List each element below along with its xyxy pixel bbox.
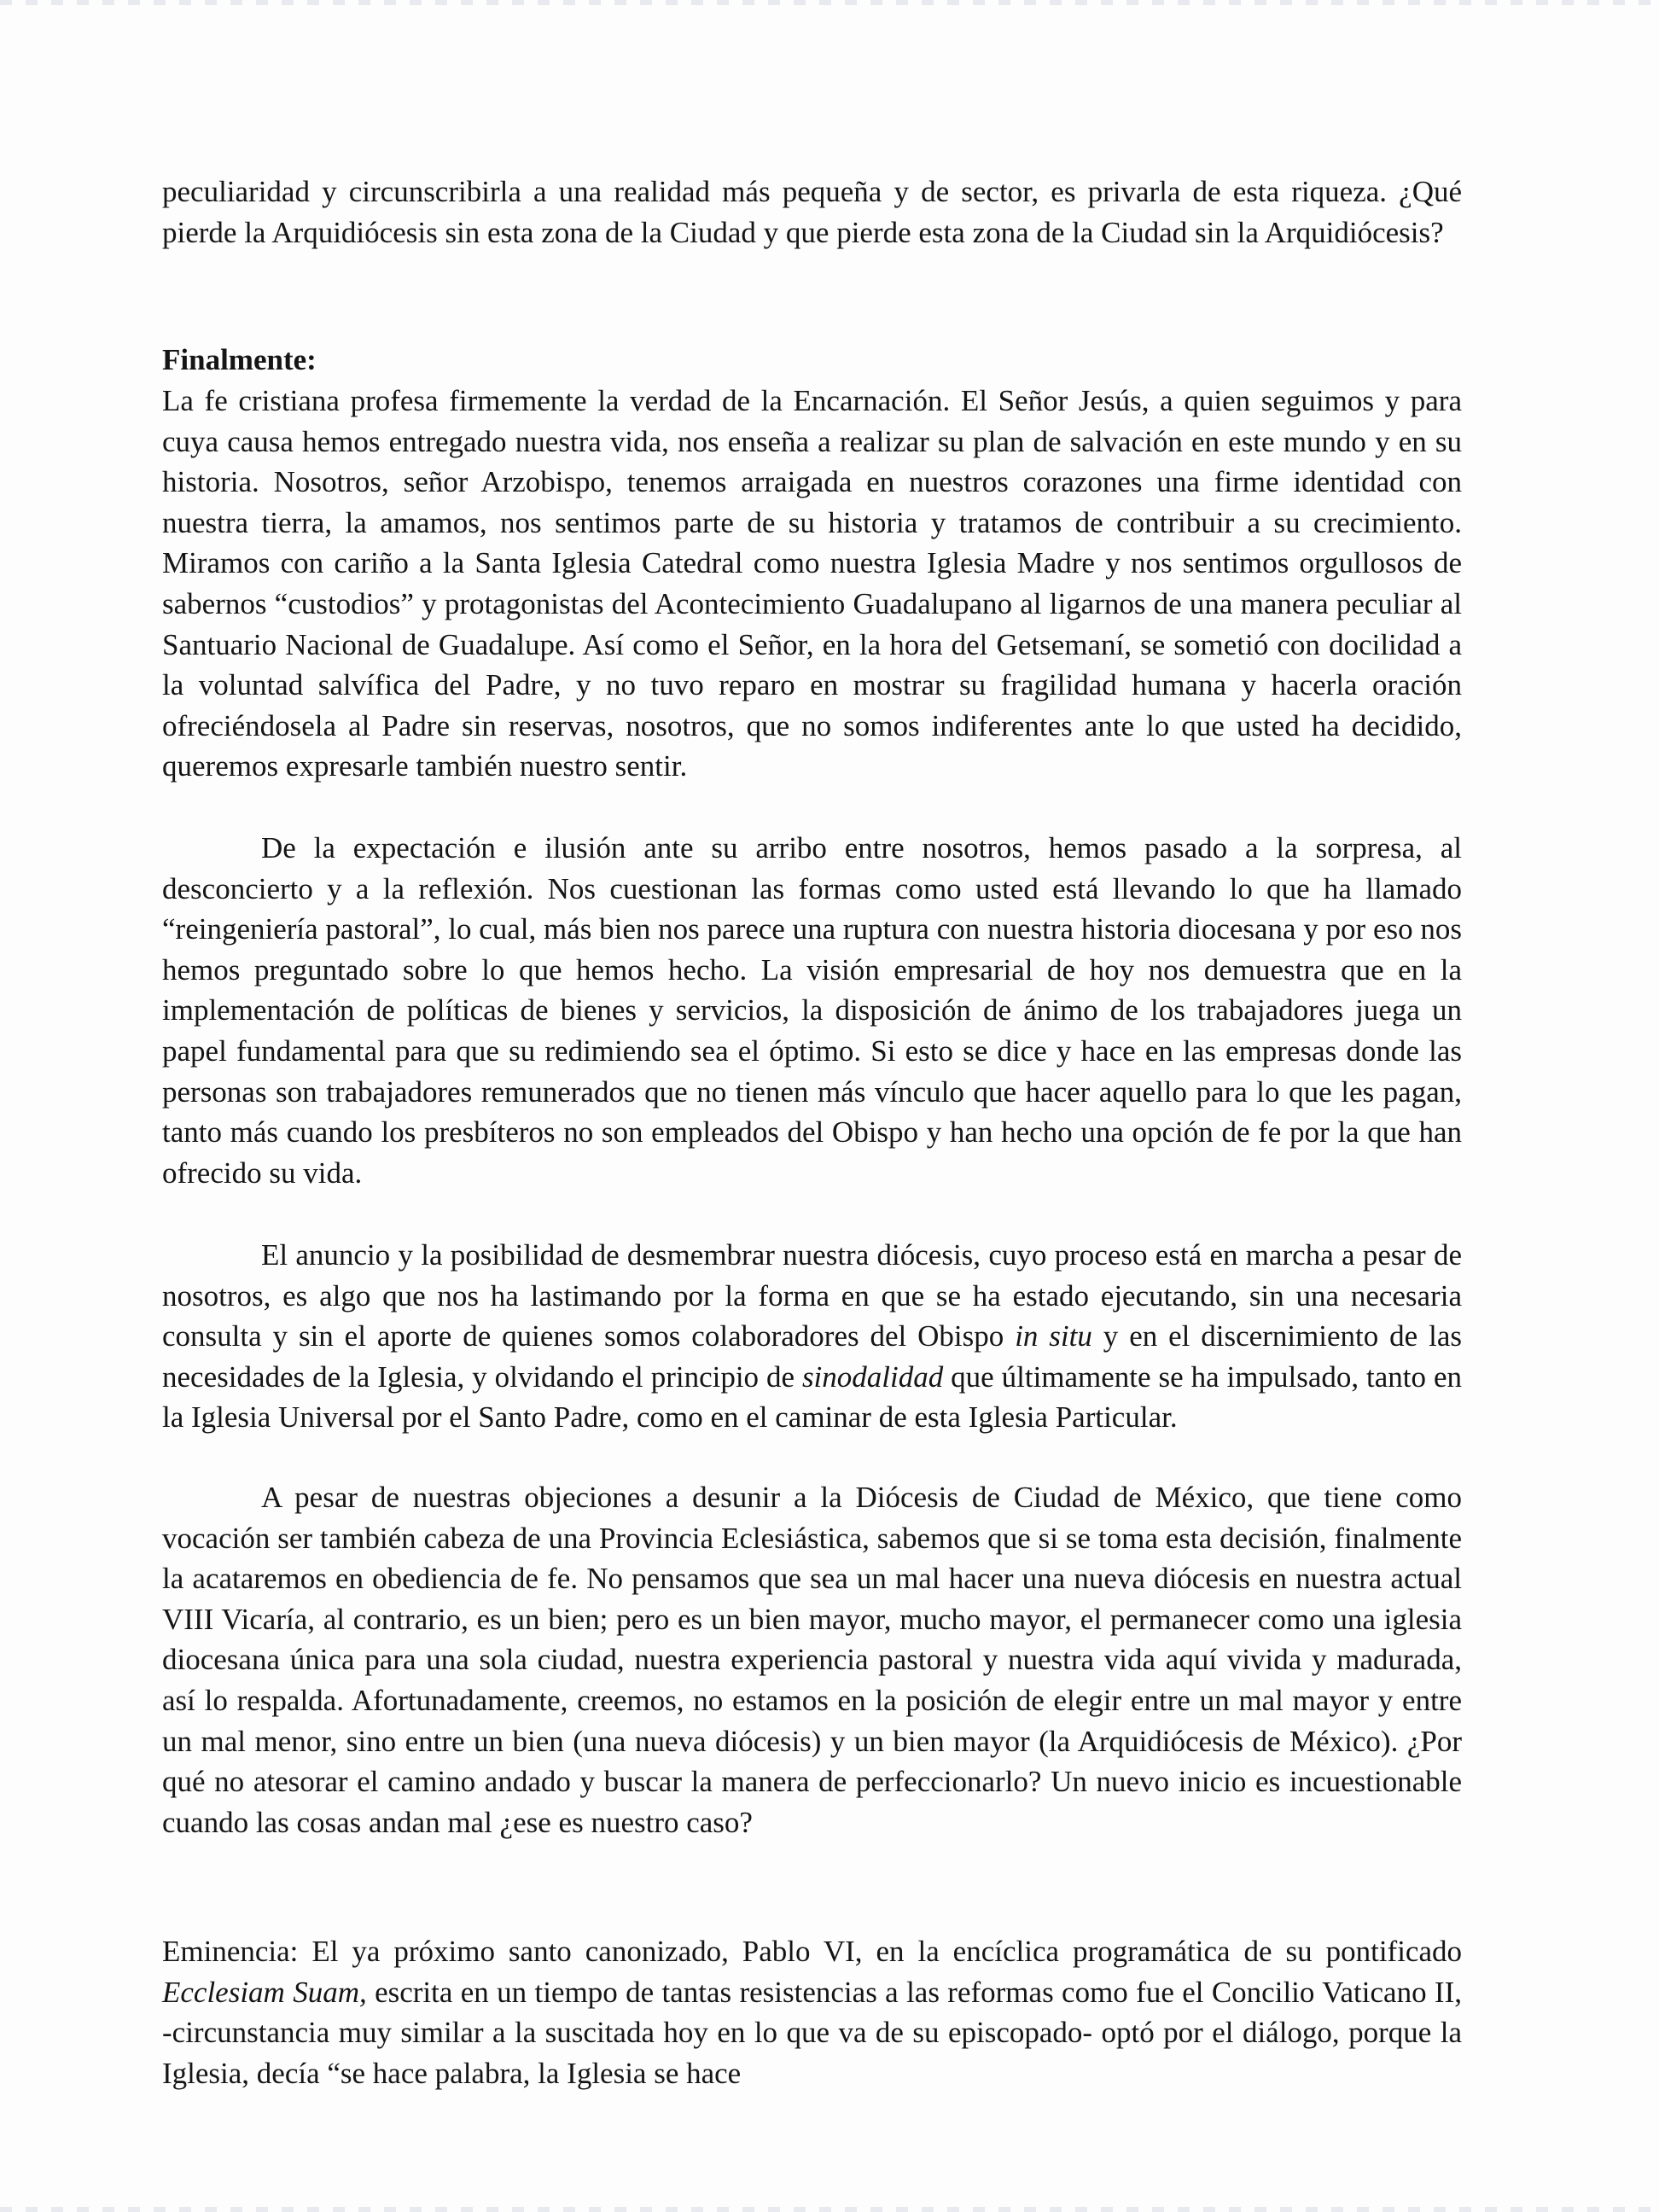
scan-edge-top — [0, 0, 1659, 5]
paragraph-3 — [162, 1235, 1462, 1438]
italic-term-in-situ: in situ — [1015, 1319, 1092, 1353]
scan-edge-bottom — [0, 2207, 1659, 2212]
paragraph-1: La fe cristiana profesa firmemente la verdad de la Encarnación. El Señor Jesús, a quien seguimos y para cuya causa hemos entregado nuestra vida, nos enseña a realizar su plan de salvación en este mundo y en su historia. Nosotros, señor Arzobispo, tenemos arraigada en nuestros corazones una firme identidad con nuestra tierra, la amamos, nos sentimos parte de su historia y tratamos de contribuir a su crecimiento. Miramos con cariño a la Santa Iglesia Catedral como nuestra Iglesia Madre y nos sentimos orgullosos de sabernos “custodios” y protagonistas del Acontecimiento Guadalupano al ligarnos de una manera peculiar al Santuario Nacional de Guadalupe. Así como el Señor, en la hora del Getsemaní, se sometió con docilidad a la voluntad salvífica del Padre, y no tuvo reparo en mostrar su fragilidad humana y hacerla oración ofreciéndosela al Padre sin reservas, nosotros, que no somos indiferentes ante lo que usted ha decidido, queremos expresarle también nuestro sentir. — [162, 384, 1462, 783]
section-heading: Finalmente: — [162, 343, 317, 376]
paragraph-3-text-c: que últimamente se ha impulsado, tanto en la Iglesia Universal por el Santo Padre, como en el caminar de esta Iglesia Particular. — [162, 1359, 1462, 1435]
paragraph-5 — [162, 1931, 1462, 2093]
paragraph-4: A pesar de nuestras objeciones a desunir a la Diócesis de Ciudad de México, que tiene como vocación ser también cabeza de una Provincia Eclesiástica, sabemos que si se toma esta decisión, finalmente la acataremos en obediencia de fe. No pensamos que sea un mal hacer una nueva diócesis en nuestra actual VIII Vicaría, al contrario, es un bien; pero es un bien mayor, mucho mayor, el permanecer como una iglesia diocesana única para una sola ciudad, nuestra experiencia pastoral y nuestra vida aquí vivida y madurada, así lo respalda. Afortunadamente, creemos, no estamos en la posición de elegir entre un mal mayor y entre un mal menor, sino entre un bien (una nueva diócesis) y un bien mayor (la Arquidiócesis de México). ¿Por qué no atesorar el camino andado y buscar la manera de perfeccionarlo? Un nuevo inicio es incuestionable cuando las cosas andan mal ¿ese es nuestro caso? — [162, 1481, 1462, 1839]
italic-term-sinodalidad: sinodalidad — [801, 1359, 944, 1394]
paragraph-5-text-a: Eminencia: El ya próximo santo canonizado, Pablo VI, en la encíclica programática de su pontificado — [162, 1935, 1462, 1968]
paragraph-3-text-a: El anuncio y la posibilidad de desmembrar nuestra diócesis, cuyo proceso está en marcha a pesar de nosotros, es algo que nos ha lastimando por la forma en que se ha estado ejecutando, sin una necesaria consulta y sin el aporte de quienes somos colaboradores del Obispo — [162, 1238, 1462, 1353]
paragraph-5-text-b: escrita en un tiempo de tantas resistencias a las reformas como fue el Concilio Vaticano II, -circunstancia muy similar a la suscitada hoy en lo que va de su episcopado- optó por el diálogo, porque la Iglesia, decía “se hace palabra, la Iglesia se hace — [162, 1975, 1462, 2090]
paragraph-2: De la expectación e ilusión ante su arribo entre nosotros, hemos pasado a la sorpresa, al desconcierto y a la reflexión. Nos cuestionan las formas como usted está llevando lo que ha llamado “reingeniería pastoral”, lo cual, más bien nos parece una ruptura con nuestra historia diocesana y por eso nos hemos preguntado sobre lo que hemos hecho. La visión empresarial de hoy nos demuestra que en la implementación de políticas de bienes y servicios, la disposición de ánimo de los trabajadores juega un papel fundamental para que su redimiendo sea el óptimo. Si esto se dice y hace en las empresas donde las personas son trabajadores remunerados que no tienen más vínculo que hacer aquello para lo que les pagan, tanto más cuando los presbíteros no son empleados del Obispo y han hecho una opción de fe por la que han ofrecido su vida. — [162, 831, 1462, 1190]
italic-title-ecclesiam-suam: Ecclesiam Suam, — [162, 1975, 367, 2009]
paragraph-3-text-b: y en el discernimiento de las necesidades de la Iglesia, y olvidando el principio de — [162, 1319, 1462, 1394]
intro-paragraph: peculiaridad y circunscribirla a una realidad más pequeña y de sector, es privarla de esta riqueza. ¿Qué pierde la Arquidiócesis sin esta zona de la Ciudad y que pierde esta zona de la Ciudad sin la Arquidiócesis? — [162, 175, 1462, 249]
